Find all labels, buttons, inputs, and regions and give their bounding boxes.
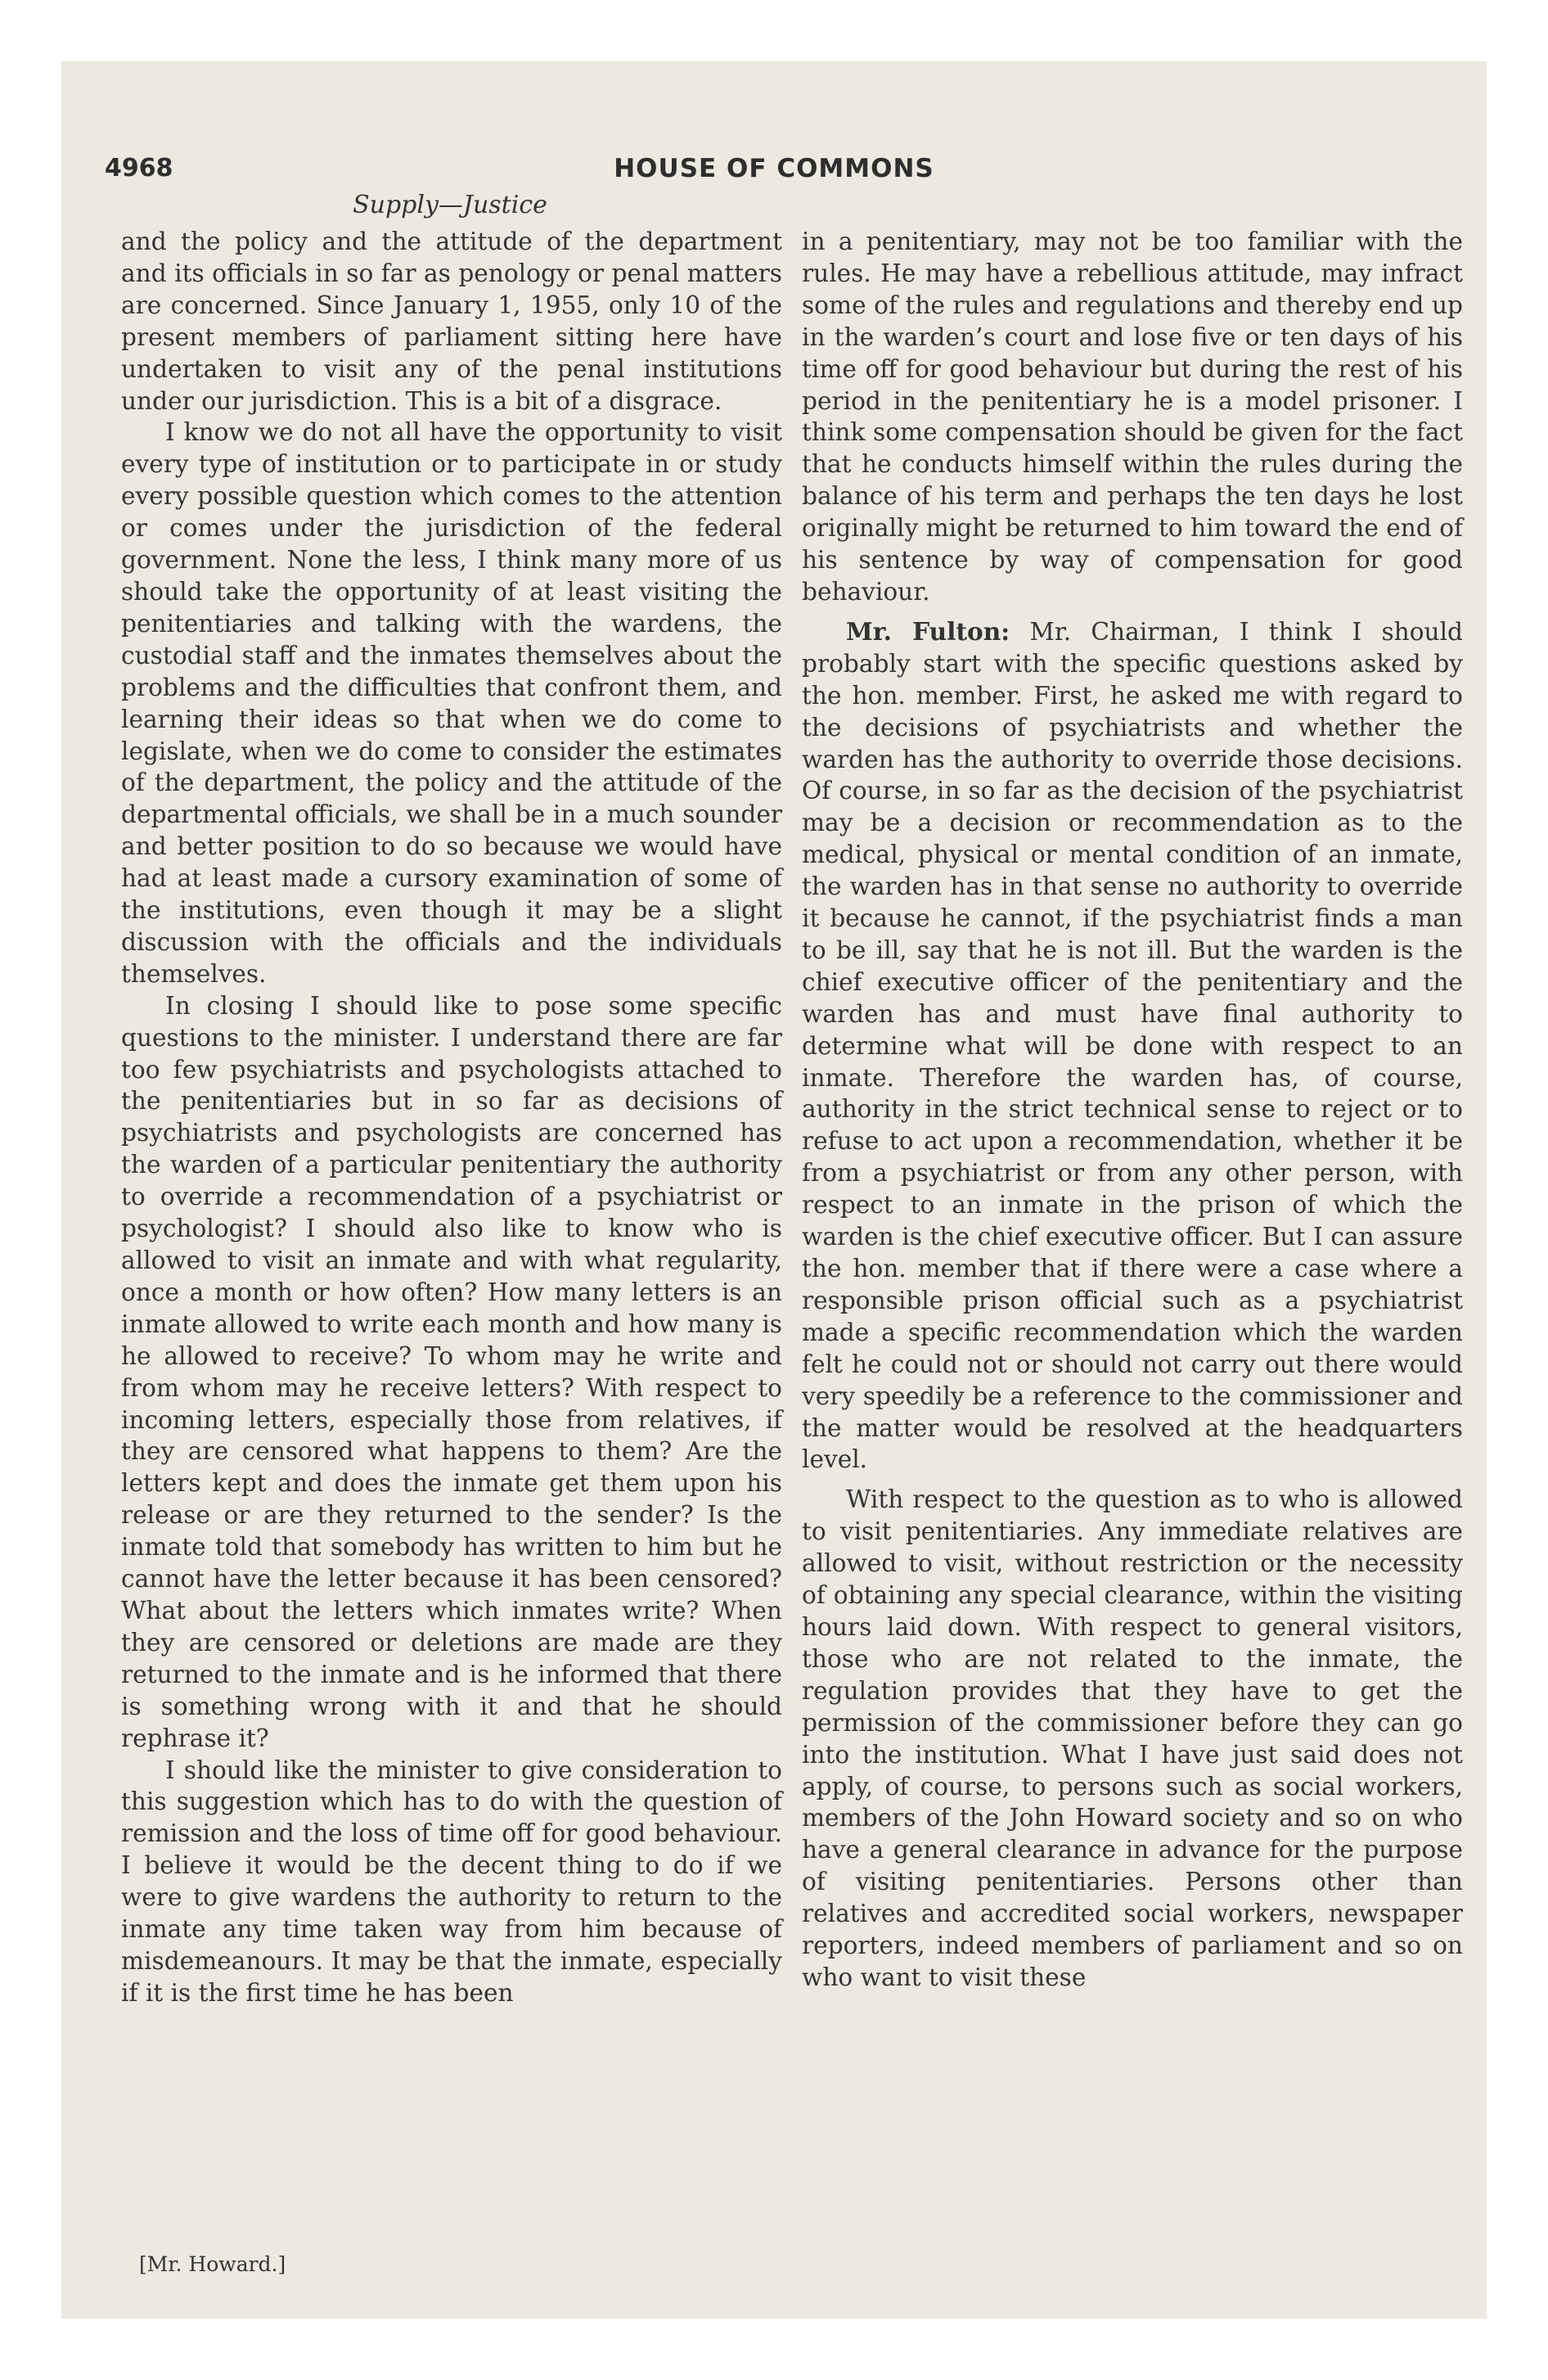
paragraph: With respect to the question as to who is allowed to visit penitentiaries. Any immediate relatives are allowed to visit, without restriction or the necessity of obtaining any special clearance, within the visiting hours laid down. With respect to general visitors, those who are not related to the inmate, the regulation provides that they have to get the permission of the commissioner before they can go into the institution. What I have just said does not apply, of course, to persons such as social workers, members of the John Howard society and so on who have a general clearance in advance for the purpose of visiting penitentiaries. Persons other than relatives and accredited social workers, newspaper reporters, indeed members of parliament and so on who want to visit these	[802, 1485, 1463, 1991]
running-head: HOUSE OF COMMONS	[614, 154, 934, 183]
paragraph: in a penitentiary, may not be too familiar with the rules. He may have a rebellious attitude, may infract some of the rules and regulations and thereby end up in the warden’s court and lose five or ten days of his time off for good behaviour but during the rest of his period in the penitentiary he is a model prisoner. I think some compensation should be given for the fact that he conducts himself within the rules during the balance of his term and perhaps the ten days he lost originally might be returned to him toward the end of his sentence by way of compensation for good behaviour.	[802, 228, 1463, 606]
footer-attribution: [Mr. Howard.]	[139, 2252, 286, 2276]
page-number: 4968	[105, 154, 173, 183]
speaker-name: Mr. Fulton:	[846, 616, 1010, 646]
right-column	[802, 226, 1463, 1994]
left-column	[121, 226, 782, 2009]
speech-text: Mr. Chairman, I think I should probably start with the specific questions asked by the hon. member. First, he asked me with regard to the decisions of psychiatrists and whether the warden has the authority to override those decisions. Of course, in so far as the decision of the psychiatrist may be a decision or recommendation as to the medical, physical or mental condition of an inmate, the warden has in that sense no authority to override it because he cannot, if the psychiatrist finds a man to be ill, say that he is not ill. But the warden is the chief executive officer of the penitentiary and the warden has and must have final authority to determine what will be done with respect to an inmate. Therefore the warden has, of course, authority in the strict technical sense to reject or to refuse to act upon a recommendation, whether it be from a psychiatrist or from any other person, with respect to an inmate in the prison of which the warden is the chief executive officer. But I can assure the hon. member that if there were a case where a responsible prison official such as a psychiatrist made a specific recommendation which the warden felt he could not or should not carry out there would very speedily be a reference to the commissioner and the matter would be resolved at the headquarters level.	[802, 617, 1463, 1474]
section-heading: Supply—Justice	[353, 191, 547, 219]
speech-paragraph	[802, 616, 1463, 1476]
paragraph: I should like the minister to give consideration to this suggestion which has to do with the question of remission and the loss of time off for good behaviour. I believe it would be the decent thing to do if we were to give wardens the authority to return to the inmate any time taken way from him because of misdemeanours. It may be that the inmate, especially if it is the first time he has been	[121, 1756, 782, 2007]
paragraph: In closing I should like to pose some specific questions to the minister. I understand there are far too few psychiatrists and psychologists attached to the penitentiaries but in so far as decisions of psychiatrists and psychologists are concerned has the warden of a particular penitentiary the authority to override a recommendation of a psychiatrist or psychologist? I should also like to know who is allowed to visit an inmate and with what regularity, once a month or how often? How many letters is an inmate allowed to write each month and how many is he allowed to receive? To whom may he write and from whom may he receive letters? With respect to incoming letters, especially those from relatives, if they are censored what happens to them? Are the letters kept and does the inmate get them upon his release or are they returned to the sender? Is the inmate told that somebody has written to him but he cannot have the letter because it has been censored? What about the letters which inmates write? When they are censored or deletions are made are they returned to the inmate and is he informed that there is something wrong with it and that he should rephrase it?	[121, 991, 782, 1752]
paragraph: and the policy and the attitude of the department and its officials in so far as penology or penal matters are concerned. Since January 1, 1955, only 10 of the present members of parliament sitting here have undertaken to visit any of the penal institutions under our jurisdiction. This is a bit of a disgrace.	[121, 228, 782, 415]
paragraph: I know we do not all have the opportunity to visit every type of institution or to participate in or study every possible question which comes to the attention or comes under the jurisdiction of the federal government. None the less, I think many more of us should take the opportunity of at least visiting the penitentiaries and talking with the wardens, the custodial staff and the inmates themselves about the problems and the difficulties that confront them, and learning their ideas so that when we do come to legislate, when we do come to consider the estimates of the department, the policy and the attitude of the departmental officials, we shall be in a much sounder and better position to do so because we would have had at least made a cursory examination of some of the institutions, even though it may be a slight discussion with the officials and the individuals themselves.	[121, 418, 782, 988]
